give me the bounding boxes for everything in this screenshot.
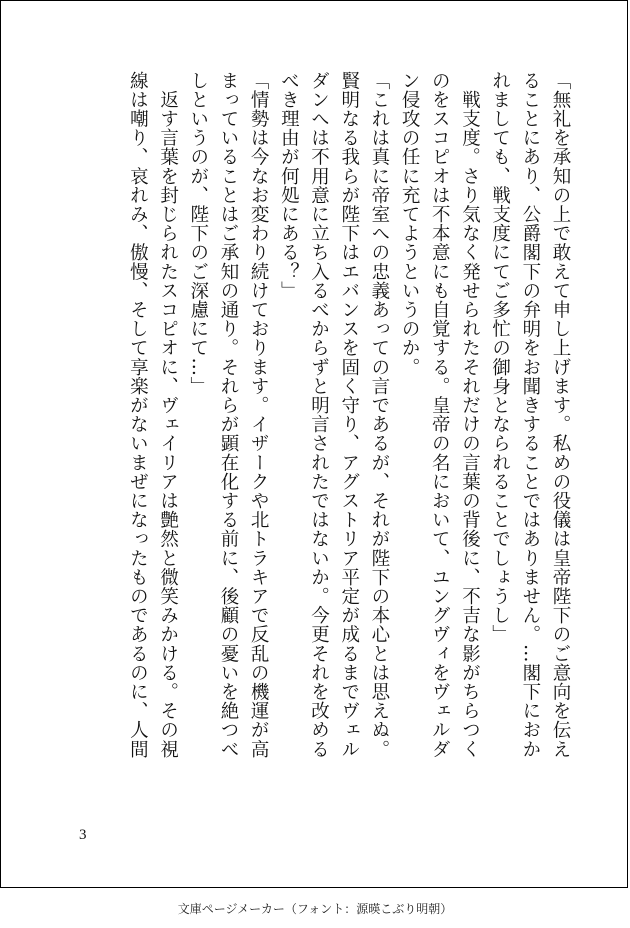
text-line: 「無礼を承知の上で敢えて申し上げます。私めの役儀は皇帝陛下のご意向を伝え — [550, 71, 571, 759]
text-line: まっていることはご承知の通り。それらが顕在化する前に、後顧の憂いを絶つべ — [217, 71, 239, 759]
text-line: れましても、戦支度にてご多忙の御身となられることでしょうし」 — [489, 71, 511, 644]
text-line: 返す言葉を封じられたスコピオに、ヴェイリアは艶然と微笑みかける。その視 — [157, 71, 179, 759]
text-line: 「これは真に帝室への忠義あっての言であるが、それが陛下の本心とは思えぬ。 — [368, 71, 390, 759]
text-line: 線は嘲り、哀れみ、傲慢、そして享楽がないまぜになったものであるのに、人間 — [127, 71, 149, 759]
text-line: べき理由が何処にある？」 — [278, 71, 300, 301]
text-line: 戦支度。さり気なく発せられたそれだけの言葉の背後に、不吉な影がちらつく — [459, 71, 481, 759]
text-line: のをスコピオは不本意にも自覚する。皇帝の名において、ユングヴィをヴェルダ — [429, 71, 451, 759]
text-line: ることにあり、公爵閣下の弁明をお聞きすることではありません。…閣下におか — [519, 71, 541, 759]
page-number: 3 — [79, 827, 87, 843]
text-line: 賢明なる我らが陛下はエバンスを固く守り、アグストリア平定が成るまでヴェル — [338, 71, 360, 759]
footer-caption: 文庫ページメーカー（フォント：源暎こぶり明朝） — [177, 902, 453, 916]
text-line: ン侵攻の任に充てようというのか。 — [399, 71, 421, 377]
text-line: ダンへは不用意に立ち入るべからずと明言されたではないか。今更それを改める — [308, 71, 330, 759]
vertical-text-block — [71, 71, 571, 791]
text-line: しというのが、陛下のご深慮にて…」 — [187, 71, 209, 396]
text-line: 「情勢は今なお変わり続けております。イザークや北トラキアで反乱の機運が高 — [248, 71, 270, 759]
